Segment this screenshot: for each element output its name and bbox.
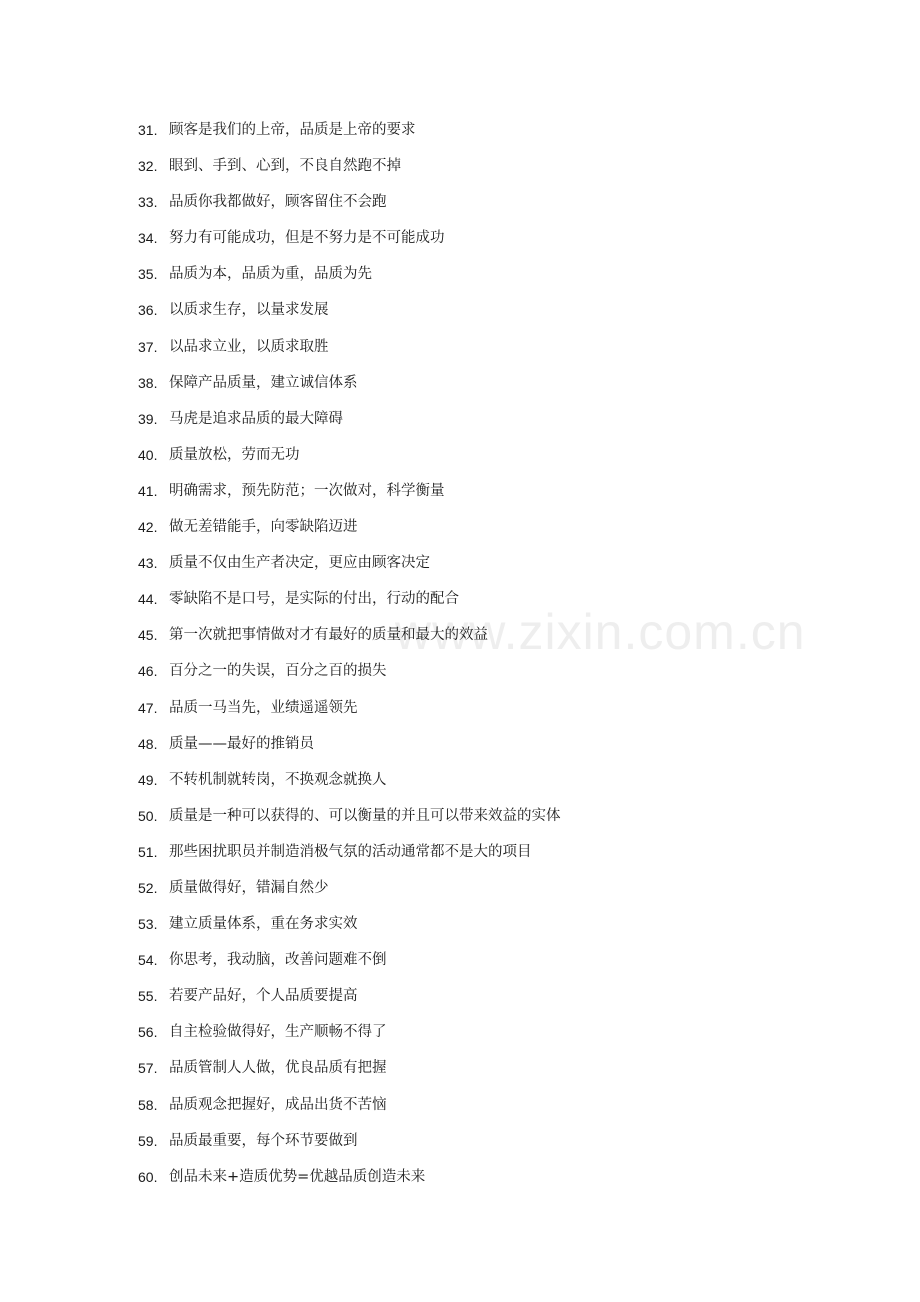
list-item [138, 550, 561, 586]
item-number: 55. [138, 988, 158, 1005]
watermark: www.zixin.com.cn [395, 604, 806, 660]
item-number: 43. [138, 555, 158, 572]
list-item [138, 514, 561, 550]
item-text: 那些困扰职员并制造消极气氛的活动通常都不是大的项目 [169, 843, 532, 860]
item-number: 32. [138, 158, 158, 175]
item-text: 质量是一种可以获得的、可以衡量的并且可以带来效益的实体 [169, 807, 561, 824]
item-number: 39. [138, 410, 158, 427]
item-text: 做无差错能手，向零缺陷迈进 [169, 519, 358, 536]
list-item [138, 658, 561, 694]
item-text: 品质最重要，每个环节要做到 [169, 1132, 358, 1149]
list-item [138, 153, 561, 189]
item-text: 若要产品好，个人品质要提高 [169, 988, 358, 1005]
item-number: 47. [138, 699, 158, 716]
item-text: 不转机制就转岗，不换观念就换人 [169, 771, 387, 788]
list-item [138, 586, 561, 622]
item-number: 31. [138, 122, 158, 138]
item-number: 40. [138, 446, 158, 463]
list-item [138, 731, 561, 767]
item-number: 36. [138, 302, 158, 319]
item-text: 品质一马当先，业绩遥遥领先 [169, 699, 358, 716]
item-text: 建立质量体系，重在务求实效 [169, 916, 358, 933]
item-number: 34. [138, 230, 158, 247]
item-text: 以品求立业，以质求取胜 [169, 338, 329, 355]
list-item [138, 117, 561, 153]
list-item [138, 442, 561, 478]
item-number: 38. [138, 374, 158, 391]
item-number: 37. [138, 338, 158, 355]
item-text: 第一次就把事情做对才有最好的质量和最大的效益 [169, 627, 488, 644]
item-number: 60. [138, 1168, 158, 1185]
item-number: 33. [138, 194, 158, 211]
item-text: 自主检验做得好，生产顺畅不得了 [169, 1024, 387, 1041]
list-item [138, 983, 561, 1019]
item-number: 59. [138, 1132, 158, 1149]
item-number: 44. [138, 591, 158, 608]
item-text: 品质观念把握好，成品出货不苦恼 [169, 1096, 387, 1113]
item-text: 零缺陷不是口号，是实际的付出，行动的配合 [169, 591, 459, 608]
item-text: 质量——最好的推销员 [169, 735, 314, 752]
item-number: 45. [138, 627, 158, 644]
item-text: 品质你我都做好，顾客留住不会跑 [169, 194, 387, 211]
list-item [138, 189, 561, 225]
item-text: 顾客是我们的上帝，品质是上帝的要求 [169, 122, 416, 138]
item-number: 58. [138, 1096, 158, 1113]
item-text: 保障产品质量，建立诚信体系 [169, 374, 358, 391]
item-number: 56. [138, 1024, 158, 1041]
list-item [138, 297, 561, 333]
item-number: 41. [138, 482, 158, 499]
item-number: 54. [138, 952, 158, 969]
list-item [138, 839, 561, 875]
list-item [138, 622, 561, 658]
list-item [138, 803, 561, 839]
list-item [138, 1019, 561, 1055]
item-text: 你思考，我动脑，改善问题难不倒 [169, 952, 387, 969]
item-number: 57. [138, 1060, 158, 1077]
item-number: 35. [138, 266, 158, 283]
item-text: 创品未来+造质优势=优越品质创造未来 [169, 1168, 426, 1185]
slogan-list [138, 117, 561, 1200]
item-text: 以质求生存，以量求发展 [169, 302, 329, 319]
item-text: 质量放松，劳而无功 [169, 446, 300, 463]
item-text: 品质管制人人做，优良品质有把握 [169, 1060, 387, 1077]
item-text: 品质为本，品质为重，品质为先 [169, 266, 372, 283]
item-number: 42. [138, 519, 158, 536]
item-number: 46. [138, 663, 158, 680]
list-item [138, 1055, 561, 1091]
list-item [138, 1164, 561, 1200]
item-text: 明确需求，预先防范；一次做对，科学衡量 [169, 482, 445, 499]
item-text: 马虎是追求品质的最大障碍 [169, 410, 343, 427]
item-number: 53. [138, 916, 158, 933]
item-text: 质量不仅由生产者决定，更应由顾客决定 [169, 555, 430, 572]
list-item [138, 1128, 561, 1164]
list-item [138, 334, 561, 370]
list-item [138, 911, 561, 947]
list-item [138, 875, 561, 911]
item-text: 百分之一的失误，百分之百的损失 [169, 663, 387, 680]
item-text: 努力有可能成功，但是不努力是不可能成功 [169, 230, 445, 247]
list-item [138, 225, 561, 261]
list-item [138, 1092, 561, 1128]
list-item [138, 406, 561, 442]
list-item [138, 370, 561, 406]
list-item [138, 695, 561, 731]
list-item [138, 767, 561, 803]
item-number: 51. [138, 843, 158, 860]
item-text: 质量做得好，错漏自然少 [169, 879, 329, 896]
item-number: 49. [138, 771, 158, 788]
list-item [138, 261, 561, 297]
item-text: 眼到、手到、心到，不良自然跑不掉 [169, 158, 401, 175]
item-number: 50. [138, 807, 158, 824]
list-item [138, 947, 561, 983]
list-item [138, 478, 561, 514]
item-number: 52. [138, 879, 158, 896]
item-number: 48. [138, 735, 158, 752]
